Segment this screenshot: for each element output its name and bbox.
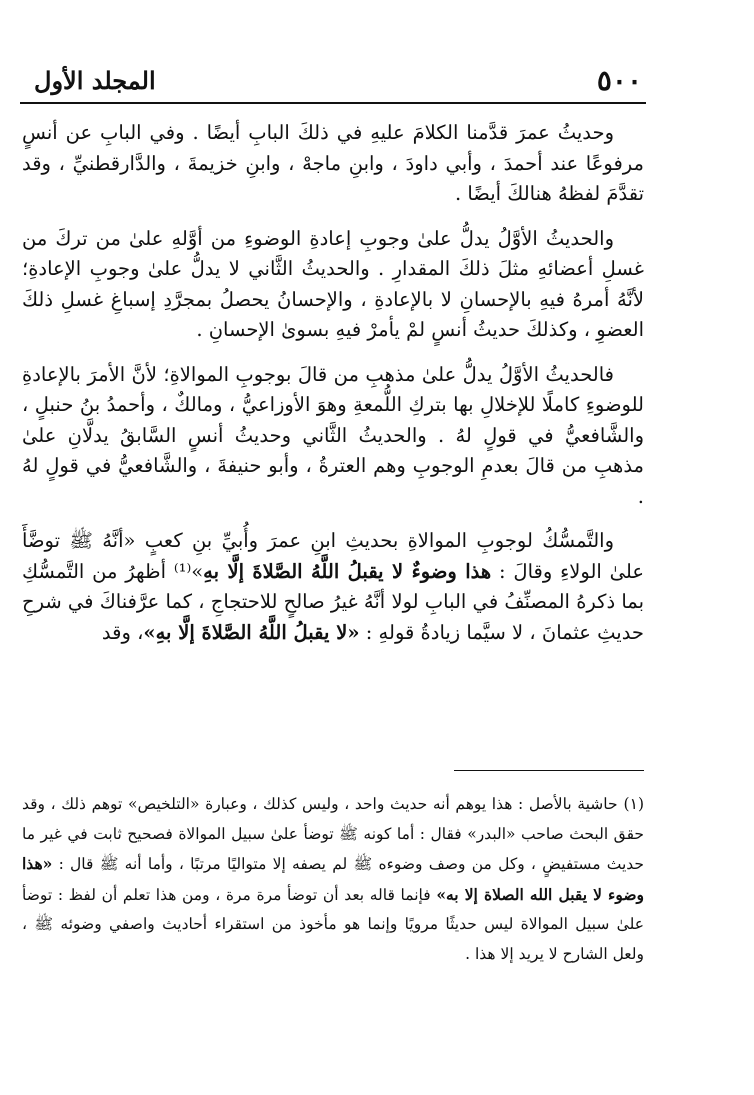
footnote-quote-bold: «هذا وضوء لا يقبل الله الصلاة إلا به» <box>22 854 645 904</box>
footnote-1 <box>22 790 644 969</box>
page-header <box>20 58 646 104</box>
hadith-quote-bold: هذا وضوءٌ لا يقبلُ اللَّهُ الصَّلاةَ إلَّا بهِ <box>203 559 492 583</box>
paragraph-3-text: فالحديثُ الأوَّلُ يدلُّ علىٰ مذهبِ من قالَ بوجوبِ الموالاةِ؛ لأنَّ الأمرَ بالإعادةِ للوضوءِ كاملًا للإخلالِ بها بتركِ اللُّمعةِ وهوَ الأوزاعيُّ ، ومالكٌ ، وأحمدُ بنُ حنبلٍ ، والشَّافعيُّ في قولٍ لهُ . والحديثُ الثَّاني وحديثُ أنسٍ السَّابقُ يدلَّانِ علىٰ مذهبِ من قالَ بعدمِ الوجوبِ وهم العترةُ ، وأبو حنيفةَ ، والشَّافعيُّ في قولٍ لهُ . <box>22 362 644 508</box>
paragraph-4-text-c: »⁽¹⁾ أظهرُ من التَّمسُّكِ بما ذكرهُ المصنِّفُ في البابِ لولا أنَّهُ غيرُ صالحٍ للاحتجاجِ ، كما عرَّفناكَ في شرحِ حديثِ عثمانَ ، لا سيَّما زيادةُ قولهِ : <box>22 559 644 644</box>
volume-title: المجلد الأول <box>34 65 156 95</box>
paragraph-4-text-a: والتَّمسُّكُ لوجوبِ الموالاةِ بحديثِ ابنِ عمرَ وأُبيِّ بنِ كعبٍ «أنَّهُ ﷺ توضَّأَ علىٰ الولاءِ وقالَ : <box>22 529 644 583</box>
paragraph-2-text: والحديثُ الأوَّلُ يدلُّ علىٰ وجوبِ إعادةِ الوضوءِ من أوَّلهِ علىٰ من تركَ من غسلِ أعضائهِ مثلَ ذلكَ المقدارِ . والحديثُ الثَّاني لا يدلُّ علىٰ وجوبِ الإعادةِ؛ لأنَّهُ أمرهُ فيهِ بالإحسانِ لا بالإعادةِ ، والإحسانُ يحصلُ بمجرَّدِ إسباغِ غسلِ ذلكَ العضوِ ، وكذلكَ حديثُ أنسٍ لمْ يأمرْ فيهِ بسوىٰ الإحسانِ . <box>22 226 644 341</box>
paragraph-2 <box>22 224 644 346</box>
footnote-number: (١) <box>623 795 644 813</box>
footnotes <box>22 790 644 969</box>
paragraph-3 <box>22 360 644 513</box>
paragraph-1 <box>22 118 644 210</box>
paragraph-4 <box>22 526 644 648</box>
footnote-1-text-c: فإنما قاله بعد أن توضأ مرة مرة ، ومن هذا تعلم أن لفظ : توضأ علىٰ سبيل الموالاة ليس حديثًا مرويًا وإنما هو مأخوذ من استقراء أحاديث واصفي وضوئه ﷺ ، ولعل الشارح لا يريد إلا هذا . <box>22 885 644 963</box>
page-number: ٥٠٠ <box>596 63 642 97</box>
hadith-quote-bold-2: «لا يقبلُ اللَّهُ الصَّلاةَ إلَّا بهِ» <box>143 620 360 644</box>
main-text <box>22 118 644 662</box>
footnote-separator <box>454 770 644 771</box>
footnote-1-text-a: حاشية بالأصل : هذا يوهم أنه حديث واحد ، وليس كذلك ، وعبارة «التلخيص» توهم ذلك ، وقد حقق البحث صاحب «البدر» فقال : أما كونه ﷺ توضأ علىٰ سبيل الموالاة فصحيح ثابت في غير ما حديث مستفيضٍ ، وكل من وصف وضوءه ﷺ لم يصفه إلا متواليًا مرتبًا ، وأما أنه ﷺ قال : <box>22 795 644 873</box>
paragraph-4-text-e: ، وقد <box>101 620 144 644</box>
paragraph-1-text: وحديثُ عمرَ قدَّمنا الكلامَ عليهِ في ذلكَ البابِ أيضًا . وفي البابِ عن أنسٍ مرفوعًا عند أحمدَ ، وأبي داودَ ، وابنِ ماجهْ ، وابنِ خزيمةَ ، والدَّارقطنيِّ ، وقد تقدَّمَ لفظهُ هنالكَ أيضًا . <box>22 121 644 205</box>
